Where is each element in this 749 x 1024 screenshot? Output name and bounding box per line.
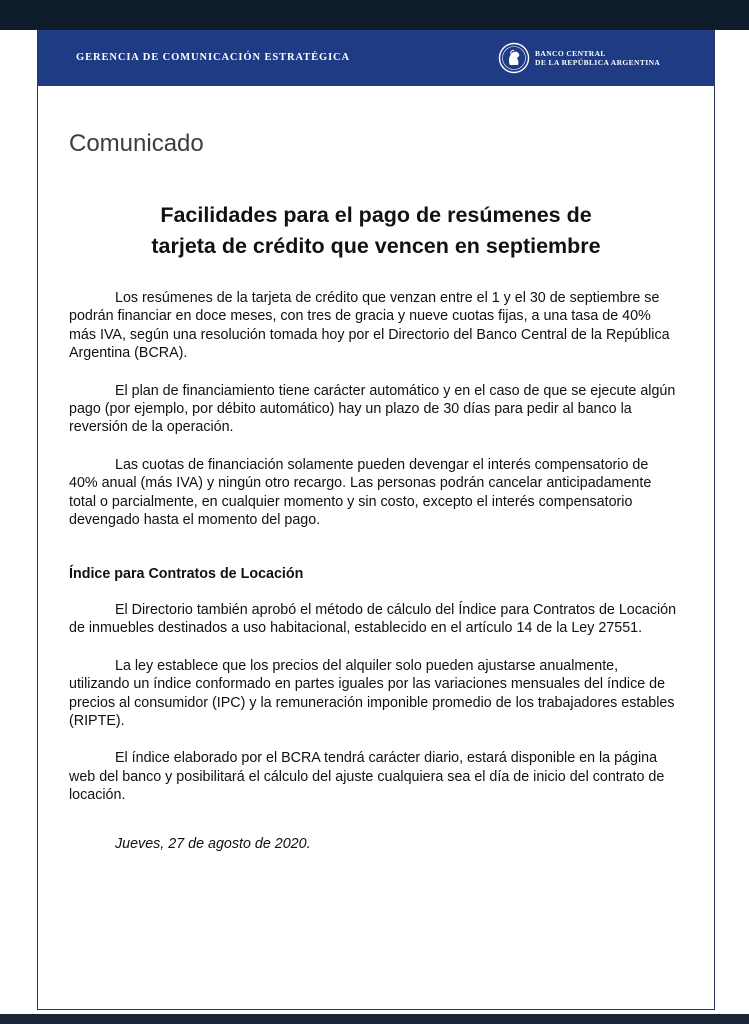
document-label: Comunicado: [69, 130, 204, 157]
document-page: [37, 30, 715, 1010]
logo-line-1: BANCO CENTRAL: [535, 49, 606, 58]
paragraph: El plan de financiamiento tiene carácter automático y en el caso de que se ejecute algún pago (por ejemplo, por débito automático) hay un plazo de 30 días para pedir al banco la reversión de la operación.: [69, 382, 676, 436]
document-body: [69, 289, 679, 853]
paragraph: Las cuotas de financiación solamente pueden devengar el interés compensatorio de 40% anual (más IVA) y ningún otro recargo. Las personas podrán cancelar anticipadamente total o parcialmente, en cualquier momento y sin costo, excepto el interés compensatorio devengado hasta el momento del pago.: [69, 456, 652, 529]
section-heading: Índice para Contratos de Locación: [69, 566, 304, 583]
paragraph: El índice elaborado por el BCRA tendrá carácter diario, estará disponible en la página web del banco y posibilitará el cálculo del ajuste cualquiera sea el día de inicio del contrato de locación.: [69, 750, 665, 804]
document-title: [38, 200, 714, 262]
header-banner: [38, 30, 714, 86]
top-strip: [0, 0, 749, 30]
paragraph: El Directorio también aprobó el método de cálculo del Índice para Contratos de Locación de inmuebles destinados a uso habitacional, establecido en el artículo 14 de la Ley 27551.: [69, 601, 677, 637]
title-line-1: Facilidades para el pago de resúmenes de: [160, 203, 592, 227]
bcra-seal-icon: [498, 42, 530, 74]
bottom-strip: [0, 1014, 749, 1024]
logo-line-2: DE LA REPÚBLICA ARGENTINA: [535, 58, 661, 67]
title-line-2: tarjeta de crédito que vencen en septiembre: [151, 234, 601, 258]
document-date: Jueves, 27 de agosto de 2020.: [115, 835, 311, 852]
bcra-logo: [498, 41, 698, 75]
department-name: GERENCIA DE COMUNICACIÓN ESTRATÉGICA: [76, 52, 351, 63]
paragraph: Los resúmenes de la tarjeta de crédito que venzan entre el 1 y el 30 de septiembre se podrán financiar en doce meses, con tres de gracia y nueve cuotas fijas, a una tasa de 40% más IVA, según una resolución tomada hoy por el Directorio del Banco Central de la República Argentina (BCRA).: [69, 290, 670, 362]
paragraph: La ley establece que los precios del alquiler solo pueden ajustarse anualmente, utilizando un índice conformado en partes iguales por las variaciones mensuales del índice de precios al consumidor (IPC) y la remuneración imponible promedio de los trabajadores estables (RIPTE).: [69, 657, 675, 729]
